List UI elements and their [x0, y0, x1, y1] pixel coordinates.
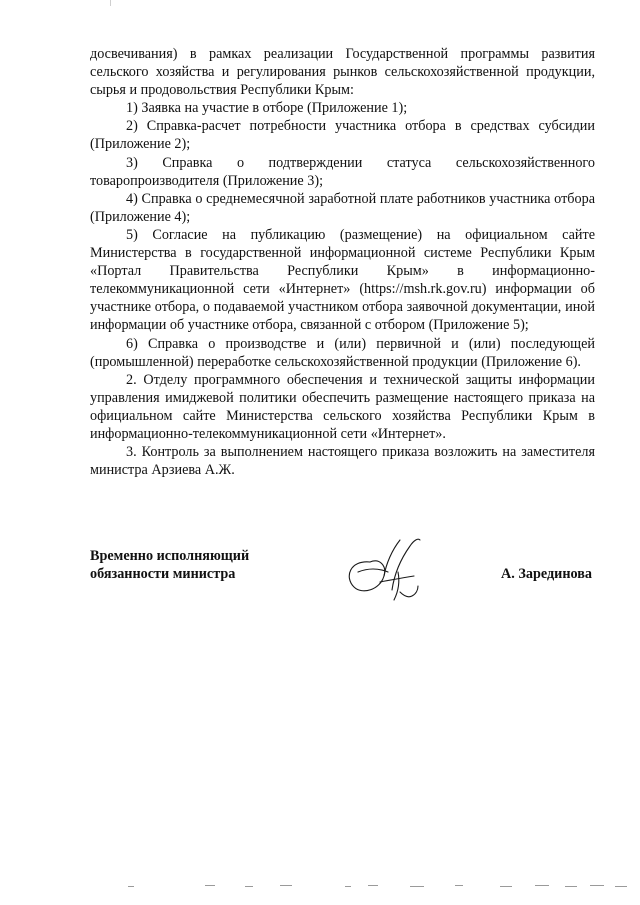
- document-body: [90, 45, 595, 479]
- list-item-1: 1) Заявка на участие в отборе (Приложение 1);: [126, 100, 408, 117]
- list-item-4: 4) Справка о среднемесячной заработной плате работников участника отбора (Приложение 4);: [90, 190, 595, 225]
- list-item-5: 5) Согласие на публикацию (размещение) на официальном сайте Министерства в государственной информационной системе Республики Крым «Портал Правительства Республики Крым» в информационно-телекоммуникационной сети «Интернет» (https://msh.rk.gov.ru) информации об участнике отбора, о подаваемой участником отбора заявочной документации, иной информации об участнике отбора, связанной с отбором (Приложение 5);: [90, 226, 595, 334]
- signer-name: А. Зарединова: [501, 566, 592, 582]
- scan-mark: [110, 0, 111, 6]
- signer-position-line-2: обязанности министра: [90, 566, 236, 582]
- clause-3: 3. Контроль за выполнением настоящего приказа возложить на заместителя министра Арзиева А.Ж.: [90, 444, 595, 479]
- scan-edge-noise: [0, 882, 640, 892]
- signer-position-line-1: Временно исполняющий: [90, 548, 250, 564]
- list-item-2: 2) Справка-расчет потребности участника отбора в средствах субсидии (Приложение 2);: [90, 118, 595, 153]
- signer-position: [90, 547, 310, 583]
- list-item-6: 6) Справка о производстве и (или) первичной и (или) последующей (промышленной) переработке сельскохозяйственной продукции (Приложение 6).: [90, 335, 595, 370]
- clause-2: 2. Отделу программного обеспечения и технической защиты информации управления имиджевой политики обеспечить размещение настоящего приказа на официальном сайте Министерства сельского хозяйства Республики Крым в информационно-телекоммуникационной сети «Интернет».: [90, 371, 595, 442]
- handwritten-signature: [340, 532, 430, 607]
- signature-block: [90, 547, 595, 617]
- list-item-3: 3) Справка о подтверждении статуса сельскохозяйственного товаропроизводителя (Приложение 3);: [90, 154, 595, 189]
- paragraph-intro: досвечивания) в рамках реализации Государственной программы развития сельского хозяйства и регулирования рынков сельскохозяйственной продукции, сырья и продовольствия Республики Крым:: [90, 46, 595, 99]
